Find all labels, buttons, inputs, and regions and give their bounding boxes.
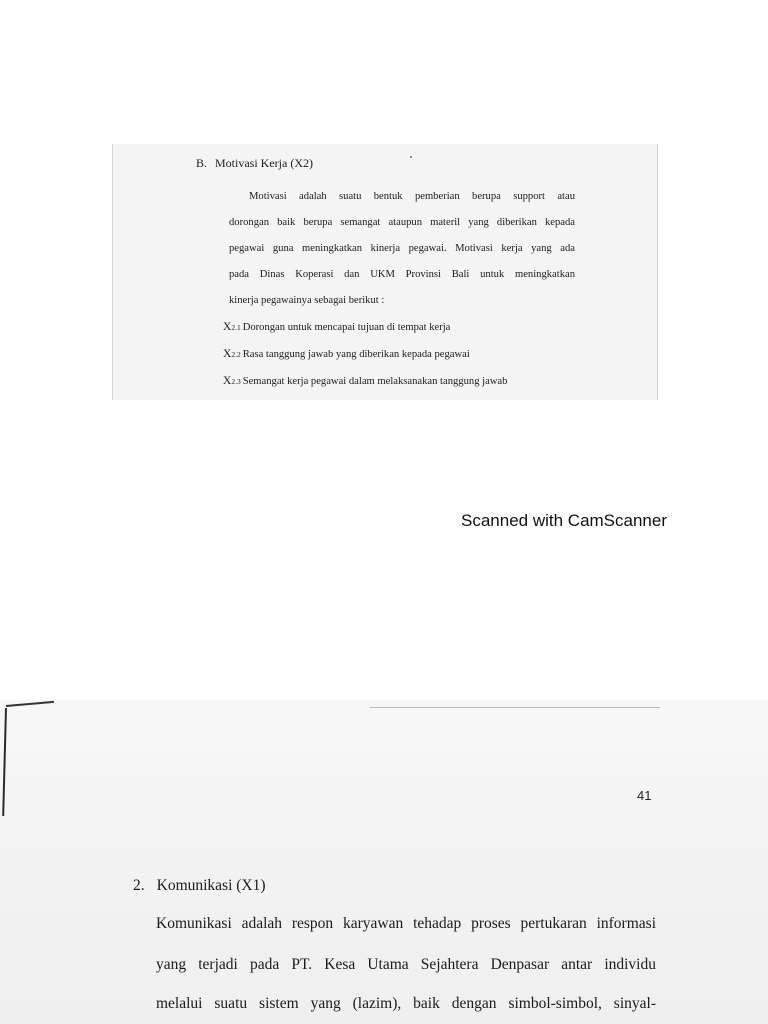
- indicator-subscript: 2.1: [231, 323, 241, 332]
- section-heading-motivasi: [196, 156, 313, 171]
- section-title: Komunikasi (X1): [156, 877, 266, 894]
- indicator-item: [223, 348, 470, 360]
- section-number: 2.: [133, 877, 145, 894]
- paragraph-line: pada Dinas Koperasi dan UKM Provinsi Bali untuk meningkatkan: [229, 269, 575, 280]
- paragraph-line: kinerja pegawainya sebagai berikut :: [229, 295, 385, 306]
- paragraph-line: Motivasi adalah suatu bentuk pemberian berupa support atau: [249, 191, 575, 202]
- indicator-text: Rasa tanggung jawab yang diberikan kepada pegawai: [242, 349, 470, 360]
- indicator-text: Semangat kerja pegawai dalam melaksanakan tanggung jawab: [242, 376, 508, 387]
- top-scanned-snippet: [112, 144, 658, 400]
- camscanner-watermark: Scanned with CamScanner: [461, 511, 668, 530]
- section-heading-komunikasi: [133, 877, 266, 895]
- indicator-item: [223, 375, 507, 387]
- indicator-symbol: X: [223, 348, 232, 360]
- lower-scanned-page: [0, 700, 768, 1024]
- indicator-symbol: X: [223, 375, 232, 387]
- paragraph-line: dorongan baik berupa semangat ataupun materil yang diberikan kepada: [229, 217, 575, 228]
- paragraph-line: Komunikasi adalah respon karyawan tehadap proses pertukaran informasi: [156, 915, 656, 932]
- indicator-text: Dorongan untuk mencapai tujuan di tempat kerja: [242, 322, 451, 333]
- section-number: B.: [196, 156, 208, 170]
- paper-edge-left: [2, 708, 7, 816]
- paper-fold-line: [370, 707, 660, 708]
- paragraph-line: yang terjadi pada PT. Kesa Utama Sejahtera Denpasar antar individu: [156, 956, 656, 973]
- section-title: Motivasi Kerja (X2): [215, 156, 313, 170]
- paper-edge-top: [6, 701, 54, 707]
- page-number: 41: [637, 788, 652, 803]
- indicator-subscript: 2.2: [231, 350, 241, 359]
- paragraph-line: pegawai guna meningkatkan kinerja pegawai. Motivasi kerja yang ada: [229, 243, 575, 254]
- indicator-subscript: 2.3: [231, 377, 241, 386]
- indicator-item: [223, 321, 450, 333]
- scan-speck: [410, 156, 412, 158]
- paragraph-line: melalui suatu sistem yang (lazim), baik dengan simbol-simbol, sinyal-: [156, 995, 656, 1012]
- indicator-symbol: X: [223, 321, 232, 333]
